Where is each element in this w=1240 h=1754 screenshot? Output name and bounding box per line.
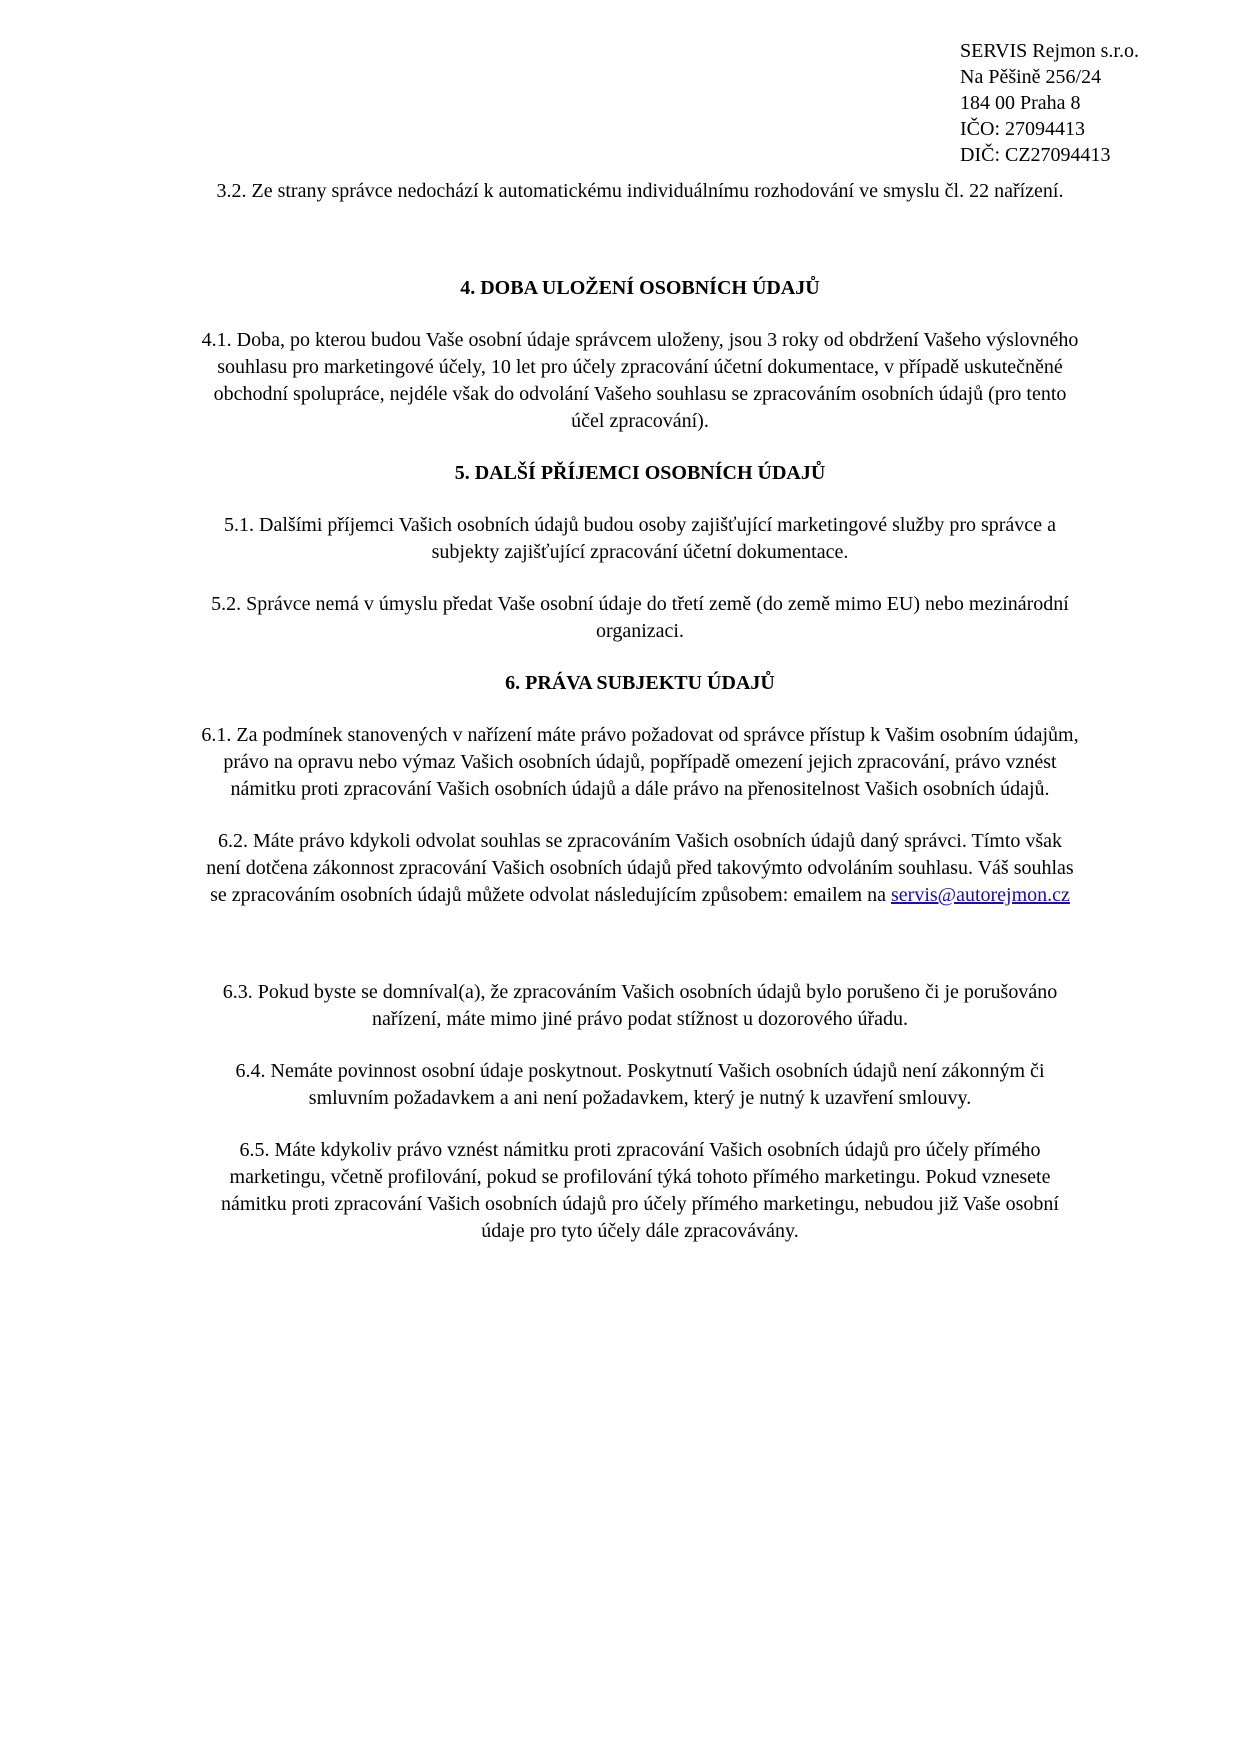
company-ico: IČO: 27094413 — [960, 118, 1085, 140]
paragraph-6-3: 6.3. Pokud byste se domníval(a), že zpracováním Vašich osobních údajů bylo porušeno či je porušováno nařízení, máte mimo jiné právo podat stížnost u dozorového úřadu. — [222, 981, 1058, 1030]
heading-section-6: 6. PRÁVA SUBJEKTU ÚDAJŮ — [505, 672, 775, 694]
paragraph-3-2: 3.2. Ze strany správce nedochází k automatickému individuálnímu rozhodování ve smyslu čl. 22 nařízení. — [216, 180, 1064, 202]
paragraph-6-2-text: 6.2. Máte právo kdykoli odvolat souhlas se zpracováním Vašich osobních údajů daný správci. Tímto však není dotčena zákonnost zpracování Vašich osobních údajů před takovýmto odvoláním souhlasu. Váš souhlas se zpracováním osobních údajů můžete odvolat následujícím způsobem: emailem na — [206, 830, 1074, 906]
company-city: 184 00 Praha 8 — [960, 92, 1081, 114]
company-name: SERVIS Rejmon s.r.o. — [960, 40, 1139, 62]
email-link[interactable]: servis@autorejmon.cz — [891, 884, 1070, 906]
paragraph-5-2: 5.2. Správce nemá v úmyslu předat Vaše osobní údaje do třetí země (do země mimo EU) nebo mezinárodní organizaci. — [211, 593, 1069, 642]
paragraph-6-5: 6.5. Máte kdykoliv právo vznést námitku proti zpracování Vašich osobních údajů pro účely přímého marketingu, včetně profilování, pokud se profilování týká tohoto přímého marketingu. Pokud vznesete námitku proti zpracování Vašich osobních údajů pro účely přímého marketingu, nebudou již Vaše osobní údaje pro tyto účely dále zpracovávány. — [221, 1139, 1059, 1242]
company-dic: DIČ: CZ27094413 — [960, 144, 1111, 166]
heading-section-4: 4. DOBA ULOŽENÍ OSOBNÍCH ÚDAJŮ — [460, 277, 820, 299]
document-body — [200, 178, 1080, 1245]
paragraph-6-4: 6.4. Nemáte povinnost osobní údaje poskytnout. Poskytnutí Vašich osobních údajů není zákonným či smluvním požadavkem a ani není požadavkem, který je nutný k uzavření smlouvy. — [235, 1060, 1045, 1109]
company-street: Na Pěšině 256/24 — [960, 66, 1102, 88]
paragraph-5-1: 5.1. Dalšími příjemci Vašich osobních údajů budou osoby zajišťující marketingové služby pro správce a subjekty zajišťující zpracování účetní dokumentace. — [224, 514, 1056, 563]
company-address-block — [960, 38, 1139, 168]
paragraph-4-1: 4.1. Doba, po kterou budou Vaše osobní údaje správcem uloženy, jsou 3 roky od obdržení Vašeho výslovného souhlasu pro marketingové účely, 10 let pro účely zpracování účetní dokumentace, v případě uskutečněné obchodní spolupráce, nejdéle však do odvolání Vašeho souhlasu se zpracováním osobních údajů (pro tento účel zpracování). — [201, 329, 1079, 432]
paragraph-6-1: 6.1. Za podmínek stanovených v nařízení máte právo požadovat od správce přístup k Vašim osobním údajům, právo na opravu nebo výmaz Vašich osobních údajů, popřípadě omezení jejich zpracování, právo vznést námitku proti zpracování Vašich osobních údajů a dále právo na přenositelnost Vašich osobních údajů. — [201, 724, 1079, 800]
paragraph-6-2 — [200, 828, 1080, 909]
heading-section-5: 5. DALŠÍ PŘÍJEMCI OSOBNÍCH ÚDAJŮ — [454, 462, 826, 484]
